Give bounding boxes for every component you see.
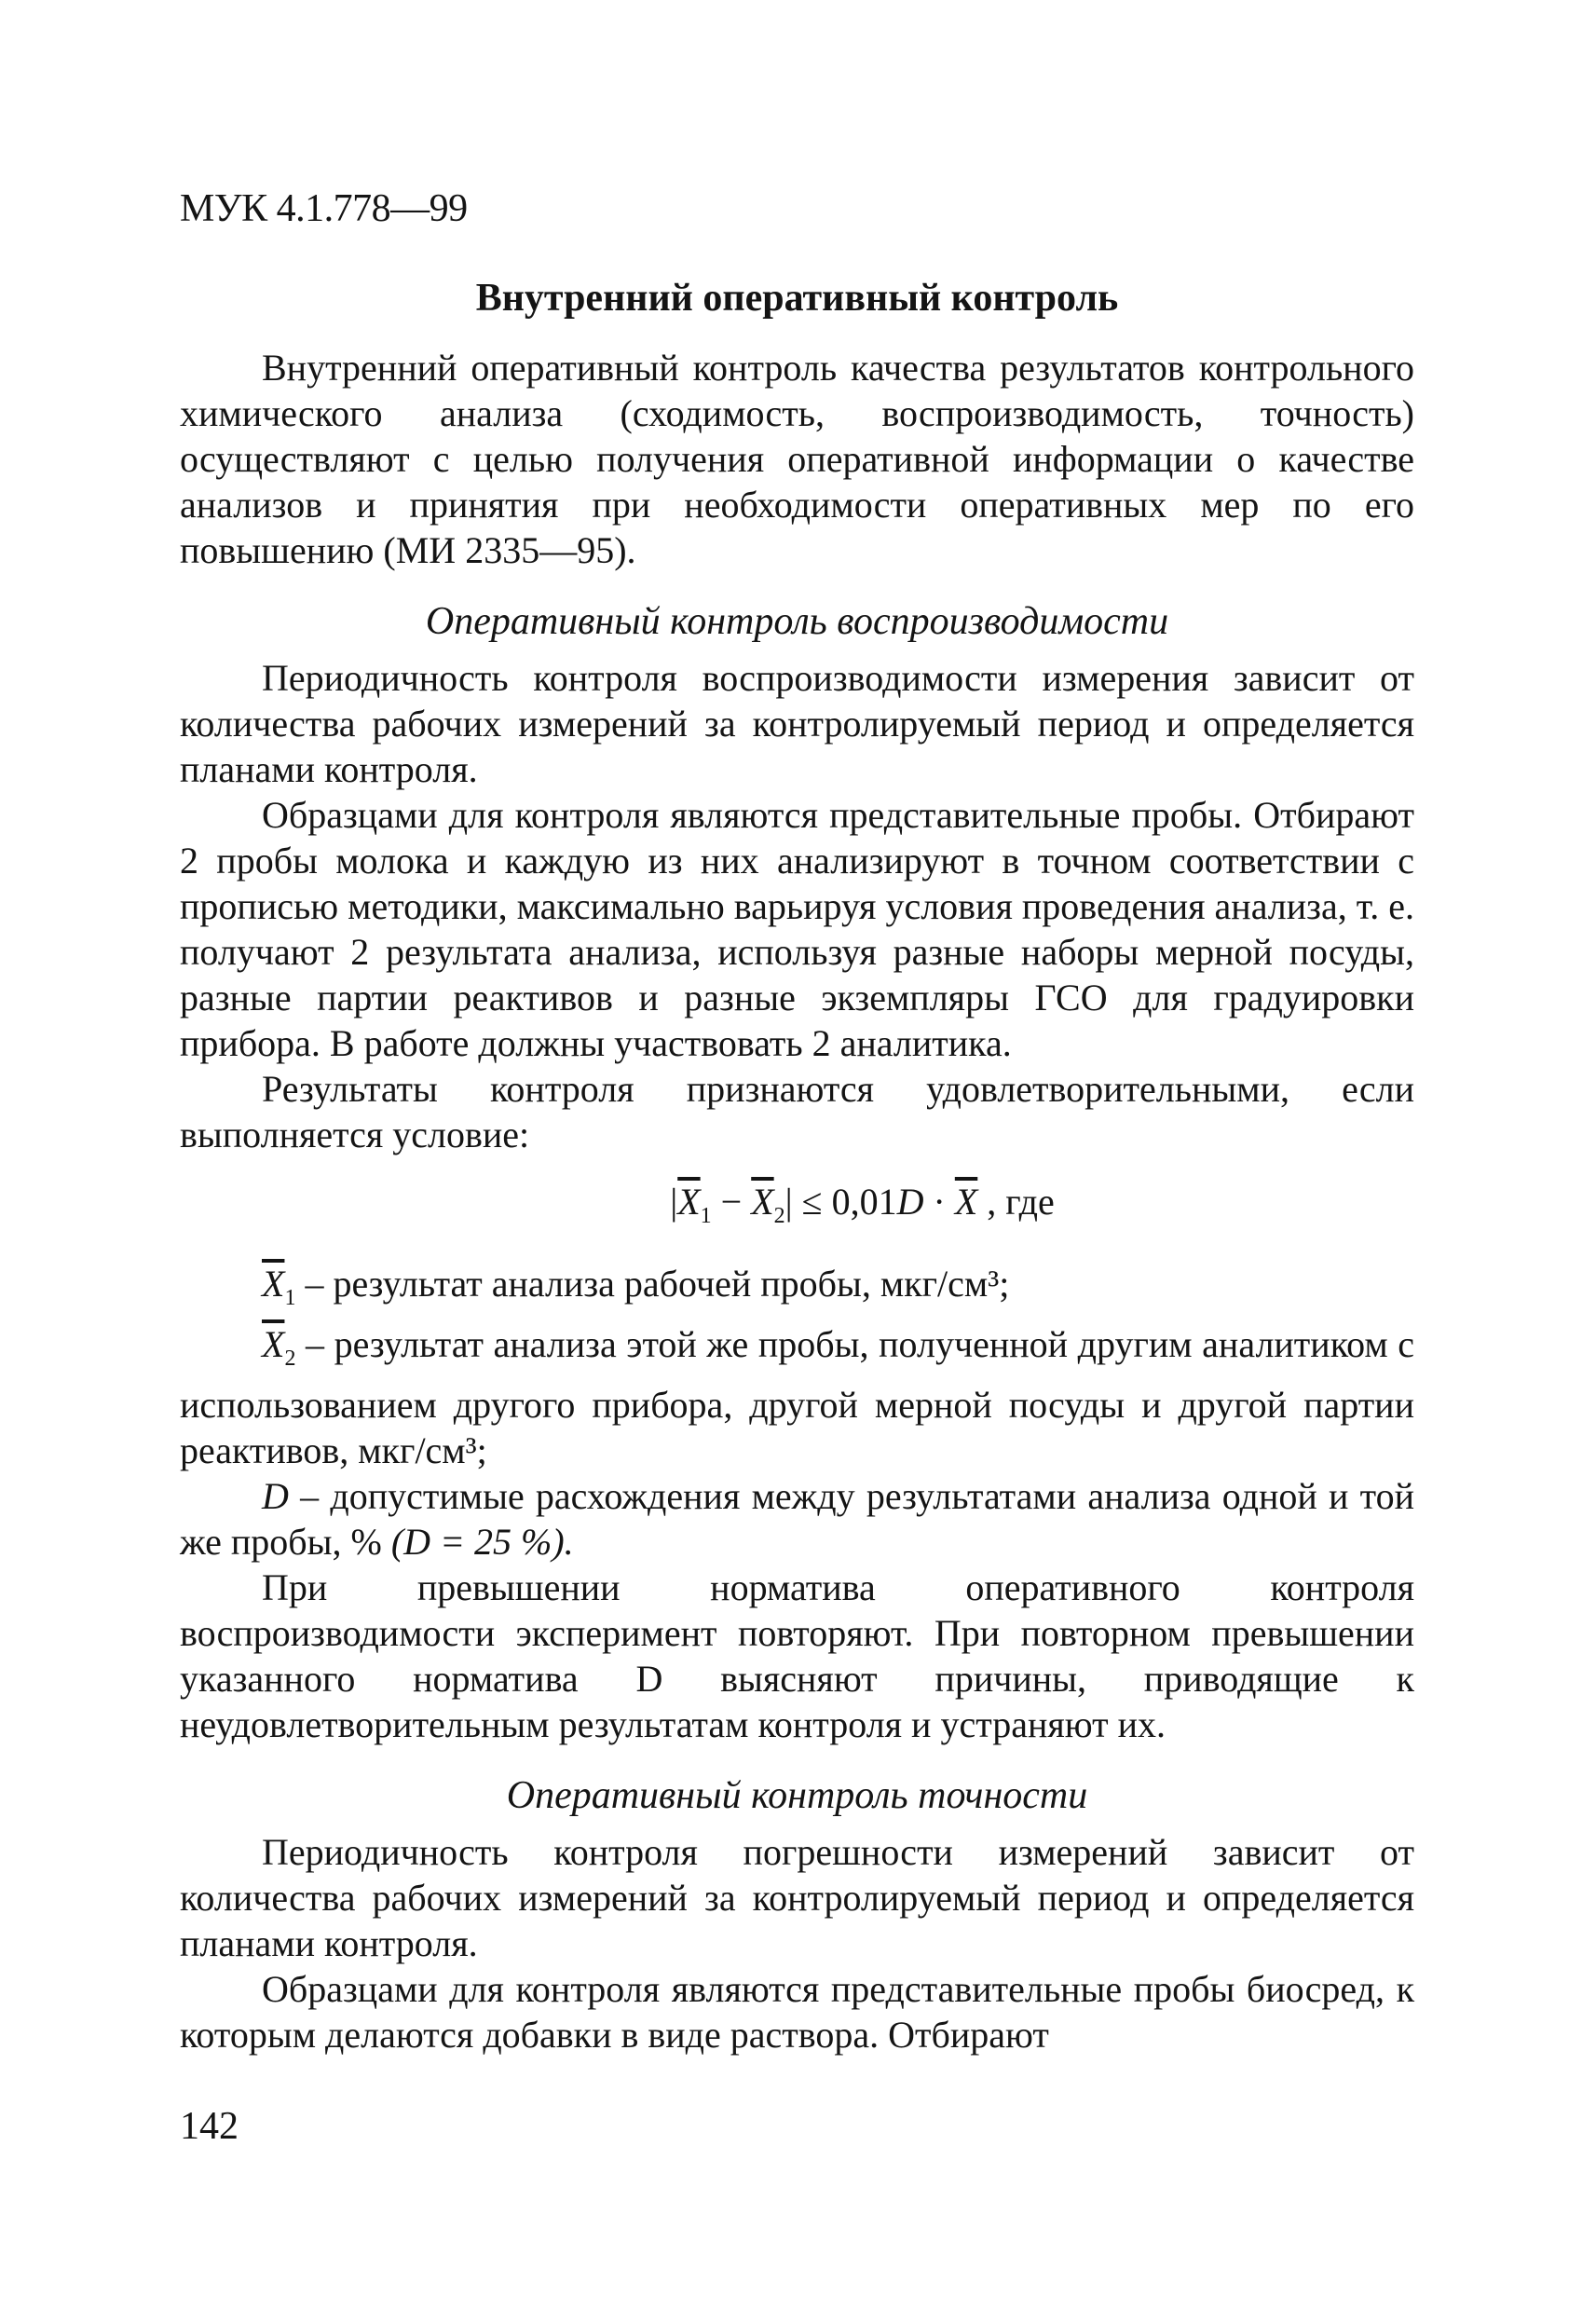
paragraph-repro-samples: Образцами для контроля являются представительные пробы. Отбирают 2 пробы молока и каждую из них анализируют в точном соответствии с прописью методики, максимально варьируя условия проведения анализа, т. е. получают 2 результата анализа, используя разные наборы мерной посуды, разные партии реактивов и разные экземпляры ГСО для градуировки прибора. В работе должны участвовать 2 аналитика. xyxy=(180,794,1414,1064)
def-x1-text: – результат анализа рабочей пробы, мкг/см³; xyxy=(295,1263,1010,1305)
section-title-internal-control: Внутренний оперативный контроль xyxy=(475,277,1119,320)
reproducibility-formula xyxy=(310,1174,1414,1244)
def-x2-text: – результат анализа этой же пробы, полученной другим аналитиком с использованием другого прибора, другой мерной посуды и другой партии реактивов, мкг/см³; xyxy=(180,1323,1414,1471)
formula-x1: $\overline{X}$ xyxy=(677,1181,701,1223)
def-x1-sub: 1 xyxy=(284,1286,296,1310)
formula-x-mean: $\overline{X}$ xyxy=(954,1181,978,1223)
def-d-symbol: D xyxy=(262,1475,289,1517)
page-number: 142 xyxy=(180,2105,239,2148)
paragraph-accuracy-samples: Образцами для контроля являются представительные пробы биосред, к которым делаются добавки в виде раствора. Отбирают xyxy=(180,1968,1414,2056)
formula-x2: $\overline{X}$ xyxy=(751,1181,774,1223)
def-d-value: (D = 25 %). xyxy=(390,1521,574,1563)
paragraph-repro-condition: Результаты контроля признаются удовлетворительными, если выполняется условие: xyxy=(180,1068,1414,1155)
def-x2-symbol: $\overline{X}$ xyxy=(262,1323,285,1365)
paragraph-accuracy-periodicity: Периодичность контроля погрешности измерений зависит от количества рабочих измерений за контролируемый период и определяется планами контроля. xyxy=(180,1831,1414,1964)
section-title-reproducibility: Оперативный контроль воспроизводимости xyxy=(425,600,1169,643)
formula-x1-sub: 1 xyxy=(700,1204,712,1228)
def-x2-sub: 2 xyxy=(284,1346,296,1371)
definition-x1 xyxy=(180,1261,1414,1321)
def-d-text: – допустимые расхождения между результатами анализа одной и той же пробы, % xyxy=(180,1475,1414,1563)
paragraph-repro-periodicity: Периодичность контроля воспроизводимости измерения зависит от количества рабочих измерений за контролируемый период и определяется планами контроля. xyxy=(180,657,1414,790)
formula-where: , где xyxy=(977,1181,1055,1223)
section-title-accuracy: Оперативный контроль точности xyxy=(506,1774,1088,1817)
formula-minus: − xyxy=(711,1181,752,1223)
def-x1-symbol: $\overline{X}$ xyxy=(262,1263,285,1305)
paragraph-internal-control: Внутренний оперативный контроль качества результатов контрольного химического анализа (сходимость, воспроизводимость, точность) осуществляют с целью получения оперативной информации о качестве анализов и принятия при необходимости оперативных мер по его повышению (МИ 2335—95). xyxy=(180,347,1414,571)
abs-bar-right: | xyxy=(784,1181,793,1223)
formula-d: D xyxy=(896,1181,924,1223)
abs-bar-left: | xyxy=(670,1181,678,1223)
text-column xyxy=(180,270,1414,2057)
formula-x2-sub: 2 xyxy=(773,1204,785,1228)
document-code: МУК 4.1.778—99 xyxy=(180,187,468,230)
definition-x2 xyxy=(180,1321,1414,1473)
formula-dot: · xyxy=(923,1181,955,1223)
paragraph-repro-exceedance: При превышении норматива оперативного контроля воспроизводимости эксперимент повторяют. При повторном превышении указанного норматива D выясняют причины, приводящие к неудовлетворительным результатам контроля и устраняют их. xyxy=(180,1566,1414,1745)
formula-rest: ≤ 0,01 xyxy=(792,1181,897,1223)
definition-d xyxy=(180,1473,1414,1565)
